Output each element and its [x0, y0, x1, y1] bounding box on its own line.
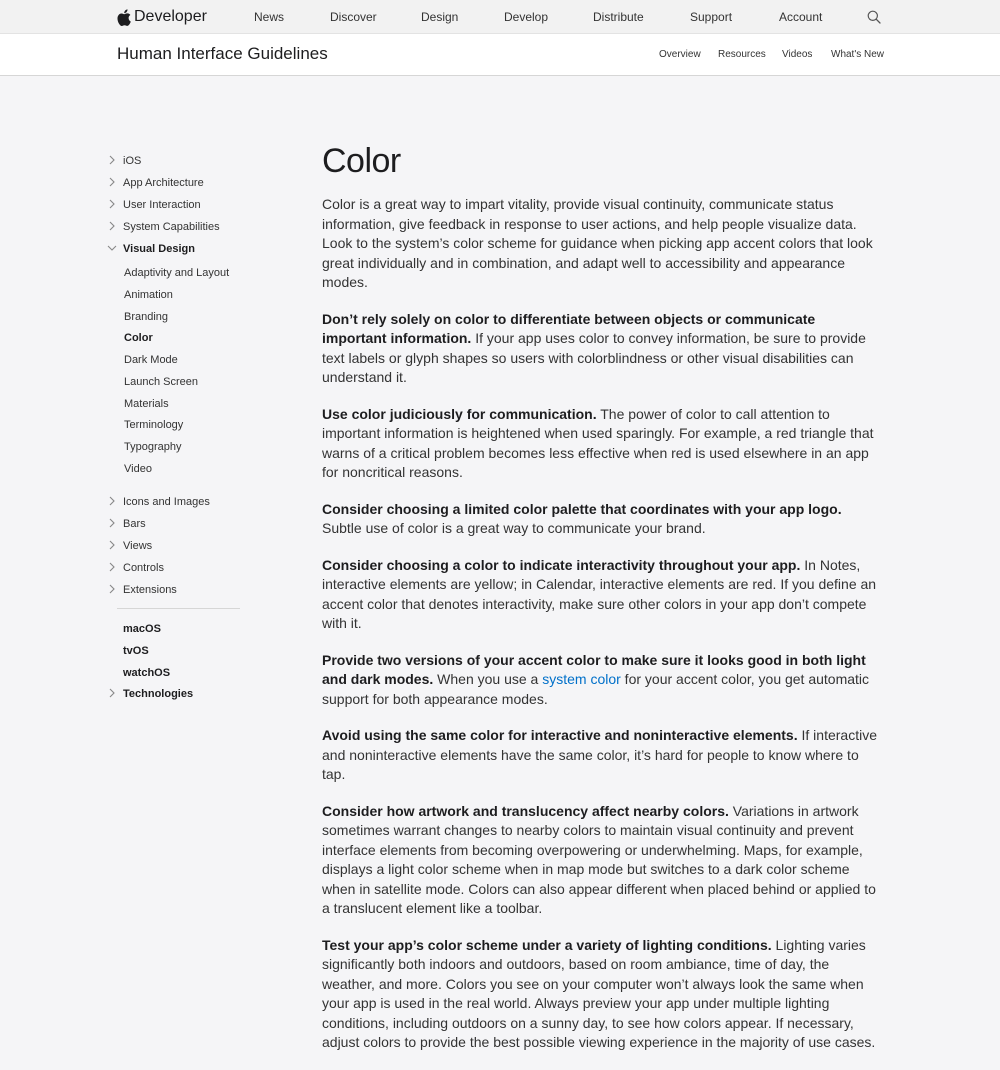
sidebar-item-extensions[interactable]: Extensions	[105, 584, 177, 596]
sidebar-sub-animation[interactable]: Animation	[124, 289, 173, 301]
guideline-heading: Consider choosing a limited color palette that coordinates with your app logo.	[322, 500, 842, 517]
guideline-text: If interactive and noninteractive elements have the same color, it’s hard for people to know where to tap.	[322, 727, 877, 782]
sidebar-sub-branding[interactable]: Branding	[124, 311, 169, 323]
chevron-right-icon	[105, 584, 119, 594]
sidebar-item-visual-design[interactable]: Visual Design	[105, 243, 195, 255]
guideline-text: Subtle use of color is a great way to communicate your brand.	[322, 520, 706, 536]
guideline-paragraph	[322, 556, 882, 634]
sidebar-item-ios[interactable]: iOS	[105, 155, 141, 167]
nav-develop[interactable]: Develop	[504, 10, 549, 24]
sidebar-item-bars[interactable]: Bars	[105, 518, 146, 530]
hig-title-link[interactable]: Human Interface Guidelines	[117, 44, 328, 63]
guideline-paragraph	[322, 500, 882, 539]
sidebar-sub-launch-screen[interactable]: Launch Screen	[124, 376, 198, 388]
localnav-resources[interactable]: Resources	[718, 49, 766, 60]
guideline-text: The power of color to call attention to important information is heightened when used sparingly. For example, a red triangle that warns of a critical problem becomes less effective when red is used elsewhere in an app for noncritical reasons.	[322, 405, 874, 480]
sidebar-divider	[117, 608, 240, 609]
nav-distribute[interactable]: Distribute	[593, 10, 644, 24]
guideline-text: In Notes, interactive elements are yellow; in Calendar, interactive elements are red. If you define an accent color that denotes interactivity, make sure other colors in your app don’t compete with it.	[322, 556, 877, 631]
local-nav	[0, 34, 1000, 76]
sidebar-item-controls[interactable]: Controls	[105, 562, 164, 574]
chevron-down-icon	[105, 243, 119, 253]
page-title: Color	[322, 142, 401, 180]
sidebar-item-system-capabilities[interactable]: System Capabilities	[105, 221, 220, 233]
guideline-text: When you use a	[433, 671, 543, 687]
guideline-heading: Don’t rely solely on color to differentiate between objects or communicate important information.	[322, 310, 816, 346]
guideline-paragraph	[322, 651, 882, 710]
sidebar-sub-typography[interactable]: Typography	[124, 441, 182, 453]
nav-news[interactable]: News	[254, 10, 285, 24]
nav-design[interactable]: Design	[421, 10, 459, 24]
chevron-right-icon	[105, 688, 119, 698]
guideline-text: for your accent color, you get automatic support for both appearance modes.	[322, 671, 870, 707]
guideline-text: Lighting varies significantly both indoors and outdoors, based on room ambiance, time of day, the weather, and more. Colors you see on your computer won’t always look the same when your app is used in the real world. Always preview your app under multiple lighting conditions, including outdoors on a sunny day, to see how colors appear. If necessary, adjust colors to provide the best possible viewing experience in the majority of use cases.	[322, 936, 876, 1050]
developer-logo-link[interactable]	[117, 6, 207, 28]
sidebar-item-app-architecture[interactable]: App Architecture	[105, 177, 204, 189]
guideline-heading: Use color judiciously for communication.	[322, 405, 597, 422]
guideline-heading: Provide two versions of your accent color to make sure it looks good in both light and dark modes.	[322, 651, 866, 687]
sidebar-sub-terminology[interactable]: Terminology	[124, 419, 184, 431]
sidebar-platform-tvos[interactable]: tvOS	[123, 645, 149, 657]
chevron-right-icon	[105, 199, 119, 209]
guideline-heading: Consider choosing a color to indicate interactivity throughout your app.	[322, 556, 801, 573]
guideline-text: Variations in artwork sometimes warrant changes to nearby colors to maintain visual continuity and prevent interface elements from becoming overpowering or underwhelming. Maps, for example, displays a light color scheme when in map mode but switches to a dark color scheme when in satellite mode. Colors can also appear different when placed behind or applied to a translucent element like a toolbar.	[322, 802, 876, 916]
sidebar-sub-materials[interactable]: Materials	[124, 398, 169, 410]
guideline-paragraph	[322, 310, 882, 388]
sidebar-sub-adaptivity-and-layout[interactable]: Adaptivity and Layout	[124, 267, 230, 279]
chevron-right-icon	[105, 177, 119, 187]
localnav-videos[interactable]: Videos	[782, 49, 813, 60]
chevron-right-icon	[105, 496, 119, 506]
guideline-text: If your app uses color to convey information, be sure to provide text labels or glyph shapes so users with colorblindness or other visual disabilities can understand it.	[322, 330, 866, 385]
sidebar-item-technologies[interactable]: Technologies	[105, 688, 193, 700]
sidebar-item-user-interaction[interactable]: User Interaction	[105, 199, 201, 211]
chevron-right-icon	[105, 518, 119, 528]
article	[322, 142, 882, 1070]
nav-support[interactable]: Support	[690, 10, 733, 24]
chevron-right-icon	[105, 221, 119, 231]
sidebar-item-views[interactable]: Views	[105, 540, 152, 552]
guideline-paragraph	[322, 936, 882, 1053]
guideline-heading: Test your app’s color scheme under a variety of lighting conditions.	[322, 936, 772, 953]
sidebar-sub-dark-mode[interactable]: Dark Mode	[124, 354, 178, 366]
chevron-right-icon	[105, 155, 119, 165]
search-icon[interactable]	[867, 10, 881, 24]
apple-logo-icon	[117, 9, 131, 26]
sidebar-item-icons-and-images[interactable]: Icons and Images	[105, 496, 210, 508]
guideline-paragraph	[322, 405, 882, 483]
chevron-right-icon	[105, 562, 119, 572]
nav-account[interactable]: Account	[779, 10, 823, 24]
sidebar-sub-video[interactable]: Video	[124, 463, 152, 475]
nav-discover[interactable]: Discover	[330, 10, 377, 24]
guideline-paragraph	[322, 726, 882, 785]
guideline-heading: Avoid using the same color for interactive and noninteractive elements.	[322, 727, 798, 743]
system-color-link[interactable]: system color	[542, 671, 621, 687]
global-nav	[0, 0, 1000, 34]
sidebar-sub-color[interactable]: Color	[124, 332, 153, 344]
chevron-right-icon	[105, 540, 119, 550]
brand-name: Developer	[134, 8, 207, 25]
sidebar-platform-watchos[interactable]: watchOS	[123, 667, 171, 679]
localnav-whats-new[interactable]: What's New	[831, 49, 885, 60]
guideline-paragraph	[322, 802, 882, 919]
localnav-overview[interactable]: Overview	[659, 49, 701, 60]
guideline-heading: Consider how artwork and translucency affect nearby colors.	[322, 802, 729, 819]
sidebar-platform-macos[interactable]: macOS	[123, 623, 161, 635]
intro-paragraph: Color is a great way to impart vitality, provide visual continuity, communicate status information, give feedback in response to user actions, and help people visualize data. Look to the system’s color scheme for guidance when picking app accent colors that look great individually and in combination, and adapt well to accessibility and appearance modes.	[322, 196, 873, 290]
